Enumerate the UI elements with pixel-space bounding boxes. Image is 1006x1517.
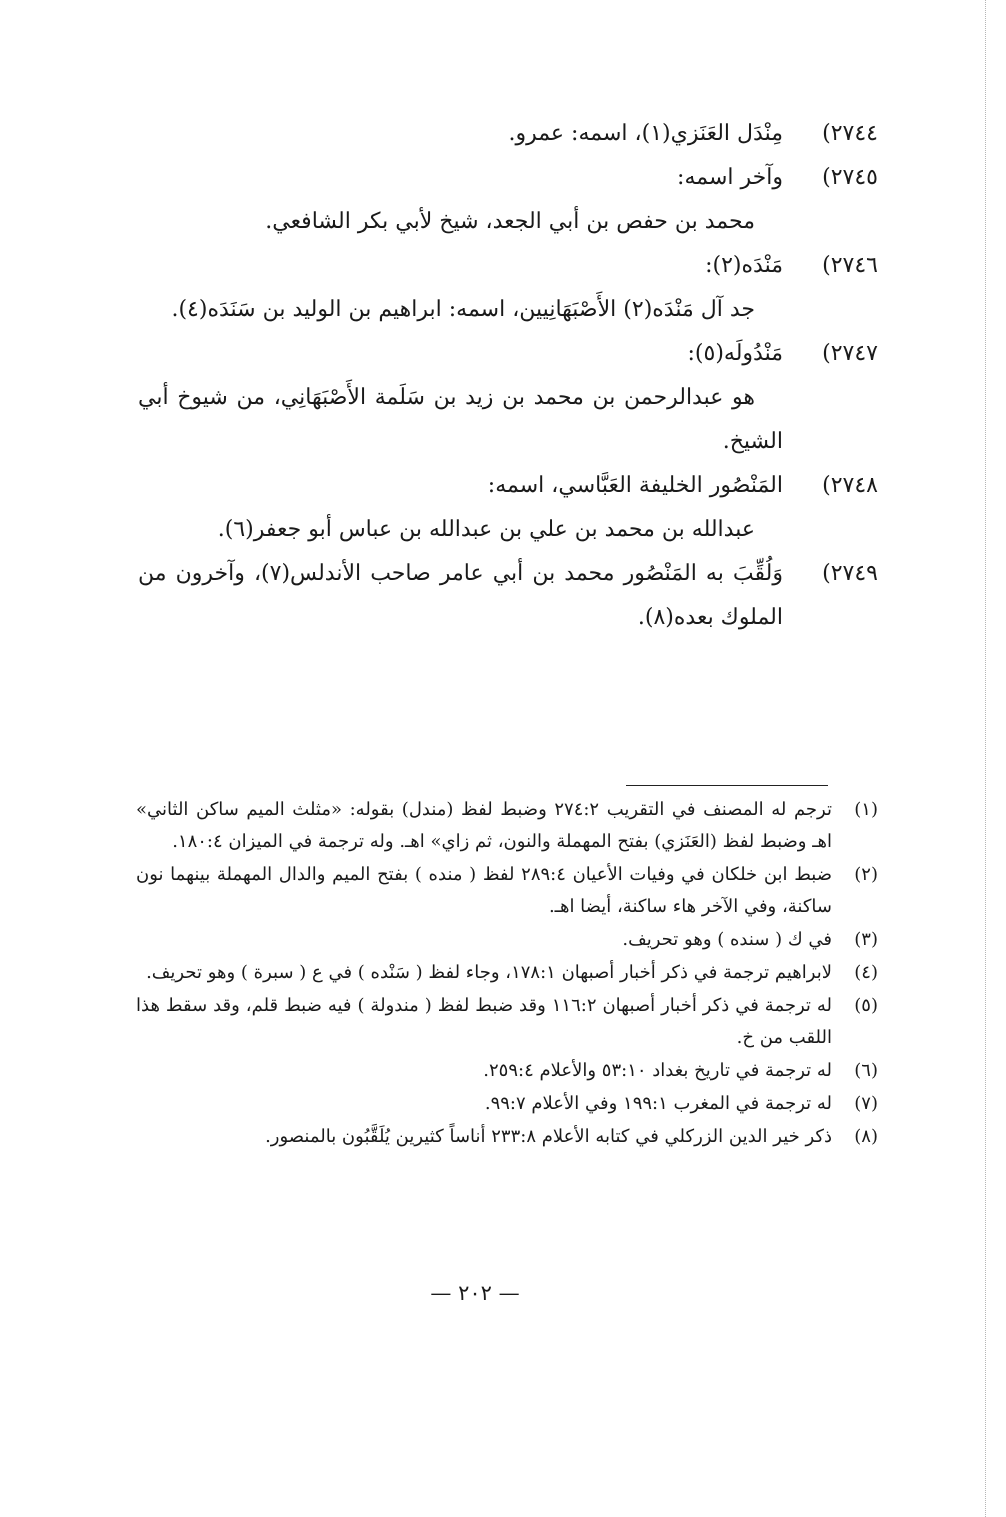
footnote-text: ذكر خير الدين الزركلي في كتابه الأعلام ٢٣٣:٨ أناساً كثيرين يُلَقَّبُون بالمنصور. (265, 1126, 832, 1147)
footnote-7 (136, 1088, 878, 1120)
entry-number: ٢٧٤٨) (822, 473, 878, 498)
entry-2748 (138, 464, 878, 508)
entry-heading: مَنْدَه(٢): (705, 253, 783, 278)
footnote-number: (٣) (854, 929, 878, 950)
entry-body: عبدالله بن محمد بن علي بن عبدالله بن عباس أبو جعفر(٦). (217, 517, 755, 542)
footnote-8 (136, 1121, 878, 1153)
footnote-text: ضبط ابن خلكان في وفيات الأعيان ٢٨٩:٤ لفظ ( منده ) بفتح الميم والدال المهملة بينهما نون ساكنة، وفي الآخر هاء ساكنة، أيضا اهـ. (136, 864, 832, 917)
entry-2749 (138, 552, 878, 640)
entry-body: محمد بن حفص بن أبي الجعد، شيخ لأبي بكر الشافعي. (265, 209, 755, 234)
footnote-number: (٦) (854, 1060, 878, 1081)
footnote-5 (136, 990, 878, 1054)
footnote-text: له ترجمة في المغرب ١٩٩:١ وفي الأعلام ٩٩:٧. (484, 1093, 832, 1114)
footnote-6 (136, 1055, 878, 1087)
footnote-number: (٥) (854, 995, 878, 1016)
footnote-2 (136, 859, 878, 923)
footnote-text: لابراهيم ترجمة في ذكر أخبار أصبهان ١٧٨:١، وجاء لفظ ( سَنْده ) في ع ( سبرة ) وهو تحريف. (146, 962, 832, 983)
footnote-text: له ترجمة في تاريخ بغداد ٥٣:١٠ والأعلام ٢٥٩:٤. (483, 1060, 832, 1081)
footnote-text: في ك ( سنده ) وهو تحريف. (622, 929, 832, 950)
entries-list (138, 112, 878, 640)
entry-body: هو عبدالرحمن بن محمد بن زيد بن سَلَمة الأَصْبَهَانِي، من شيوخ أبي الشيخ. (138, 385, 783, 454)
footnote-number: (٨) (854, 1126, 878, 1147)
entry-heading: وآخر اسمه: (677, 165, 783, 190)
entry-number: ٢٧٤٥) (822, 165, 878, 190)
footnote-text: ترجم له المصنف في التقريب ٢٧٤:٢ وضبط لفظ (مندل) بقوله: «مثلث الميم ساكن الثاني» اهـ وضبط لفظ (العَنَزي) بفتح المهملة والنون، ثم زاي» اهـ. وله ترجمة في الميزان ١٨٠:٤. (136, 799, 832, 852)
entry-2744 (138, 112, 878, 156)
entry-2745 (138, 156, 878, 200)
page-edge-line (985, 0, 986, 1517)
entry-2747 (138, 332, 878, 376)
footnote-number: (٤) (854, 962, 878, 983)
entry-number: ٢٧٤٧) (822, 341, 878, 366)
entry-heading: المَنْصُور الخليفة العَبَّاسي، اسمه: (487, 473, 783, 498)
entry-number: ٢٧٤٩) (822, 561, 878, 586)
entry-number: ٢٧٤٤) (822, 121, 878, 146)
footnote-separator (626, 785, 828, 786)
footnote-number: (١) (854, 799, 878, 820)
footnote-text: له ترجمة في ذكر أخبار أصبهان ١١٦:٢ وقد ضبط لفظ ( مندولة ) فيه ضبط قلم، وقد سقط هذا اللقب من خ. (136, 995, 833, 1048)
entry-number: ٢٧٤٦) (822, 253, 878, 278)
entry-body: جد آل مَنْدَه(٢) الأَصْبَهَانِيين، اسمه: ابراهيم بن الوليد بن سَنَدَه(٤). (171, 297, 755, 322)
footnote-4 (136, 957, 878, 989)
footnote-1 (136, 794, 878, 858)
entry-heading: وَلُقِّبَ به المَنْصُور محمد بن أبي عامر صاحب الأندلس(٧)، وآخرون من الملوك بعده(٨). (138, 561, 783, 630)
footnote-number: (٢) (854, 864, 878, 885)
footnotes-list (136, 794, 878, 1154)
entry-2746 (138, 244, 878, 288)
page-number: — ٢٠٢ — (430, 1281, 520, 1305)
footnote-3 (136, 924, 878, 956)
entry-heading: مَنْدُولَه(٥): (687, 341, 783, 366)
entry-heading: مِنْدَل العَنَزي(١)، اسمه: عمرو. (508, 121, 783, 146)
footnote-number: (٧) (854, 1093, 878, 1114)
